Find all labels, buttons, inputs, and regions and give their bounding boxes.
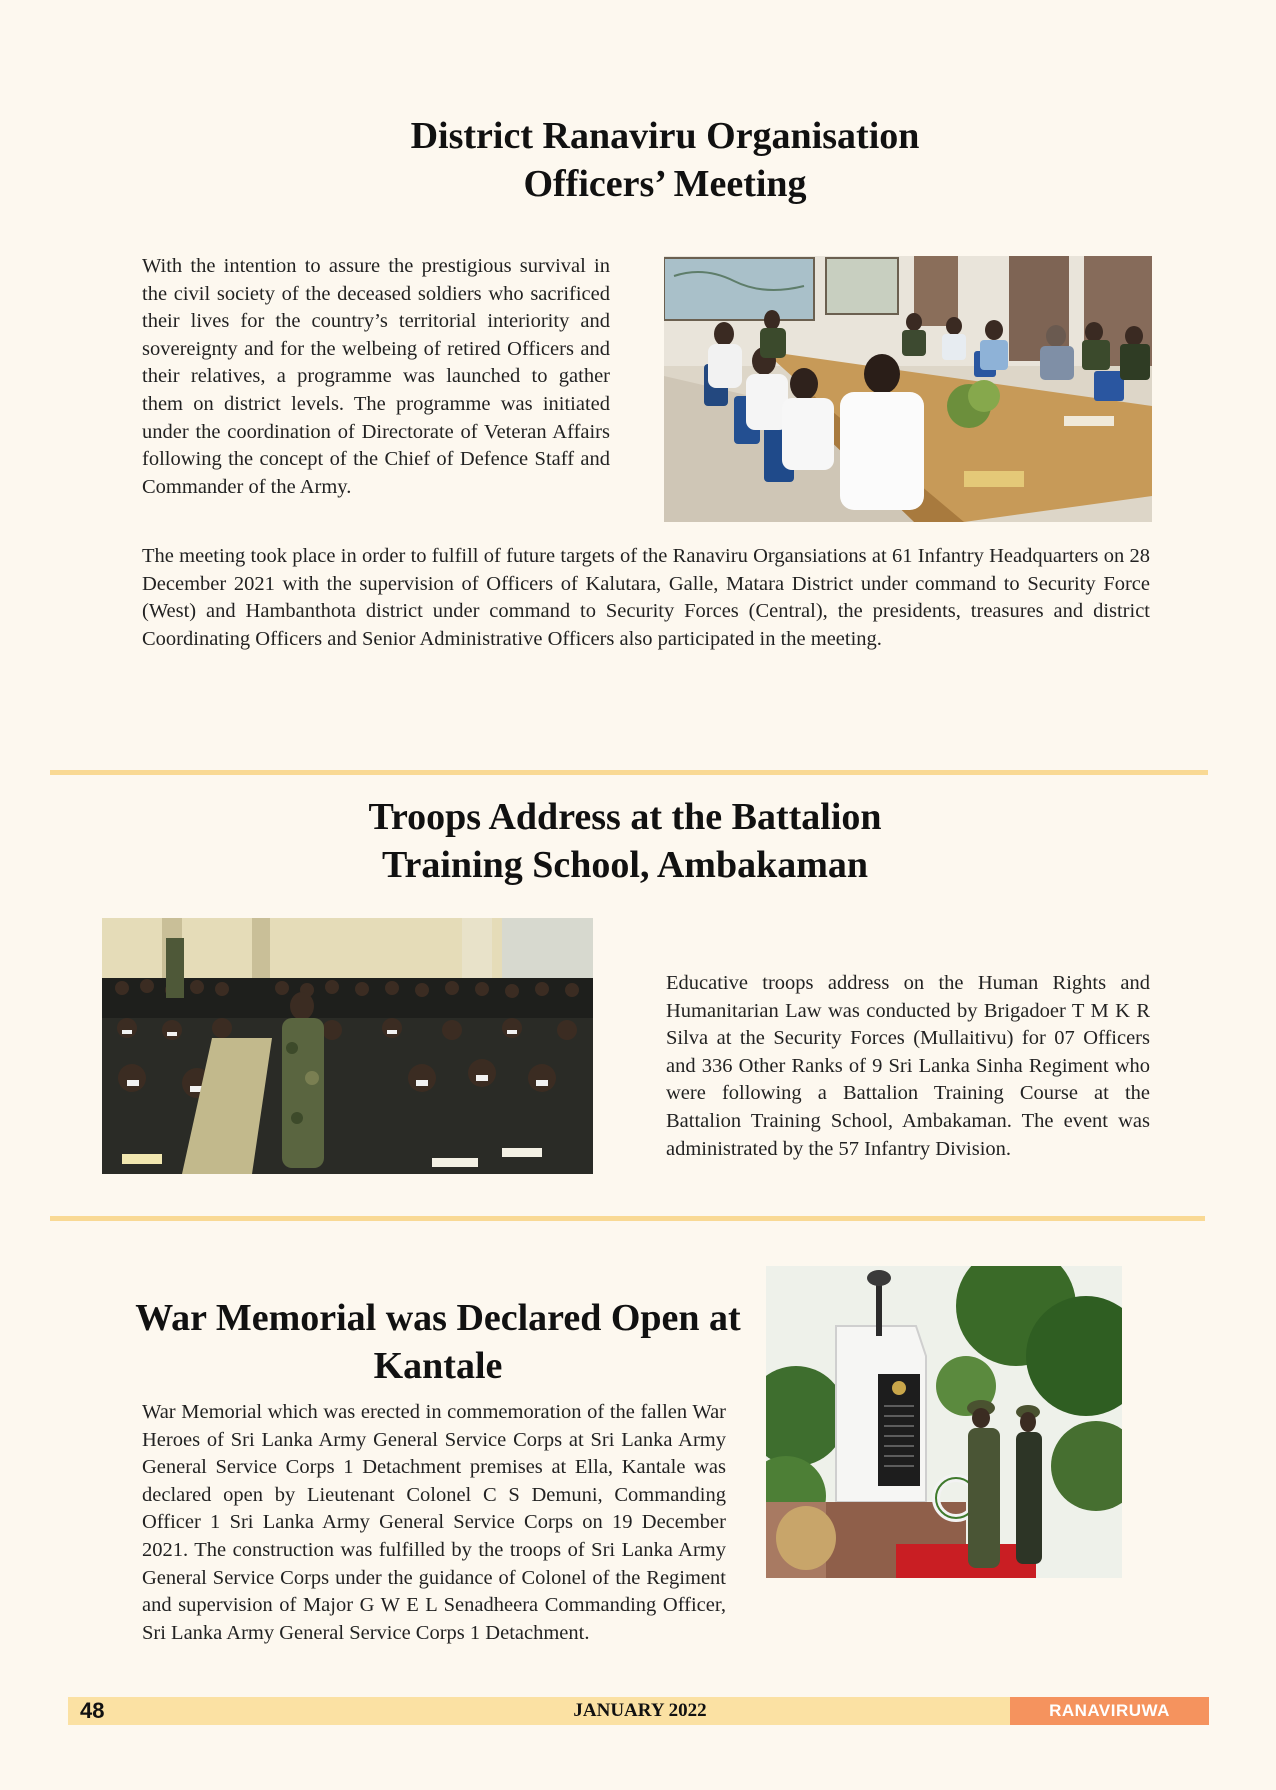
section-divider-1 bbox=[50, 770, 1208, 775]
magazine-name: RANAVIRUWA bbox=[1049, 1701, 1170, 1720]
article3-title-line1: War Memorial was Declared Open at bbox=[135, 1297, 741, 1339]
article1-title bbox=[340, 112, 990, 208]
article1-title-line2: Officers’ Meeting bbox=[523, 163, 807, 205]
article3-para1: War Memorial which was erected in commemoration of the fallen War Heroes of Sri Lanka Army General Service Corps at Sri Lanka Army General Service Corps 1 Detachment premises at Ella, Kantale was declared open by Lieutenant Colonel C S Demuni, Commanding Officer 1 Sri Lanka Army General Service Corps on 19 December 2021. The construction was fulfilled by the troops of Sri Lanka Army General Service Corps under the guidance of Colonel of the Regiment and supervision of Major G W E L Senadheera Commanding Officer, Sri Lanka Army General Service Corps 1 Detachment. bbox=[142, 1401, 726, 1644]
article2-title bbox=[300, 793, 950, 889]
section-divider-2 bbox=[50, 1216, 1205, 1221]
article3-title-line2: Kantale bbox=[373, 1345, 503, 1387]
article2-title-line2: Training School, Ambakaman bbox=[381, 844, 869, 886]
article1-para1: With the intention to assure the prestigious survival in the civil society of the deceased soldiers who sacrificed their lives for the country’s territorial interiority and sovereignty and for the welbeing of retired Officers and their relatives, a programme was launched to gather them on district levels. The programme was initiated under the coordination of Directorate of Veteran Affairs following the concept of the Chief of Defence Staff and Commander of the Army. bbox=[142, 255, 610, 498]
article1-para2: The meeting took place in order to fulfill of future targets of the Ranaviru Organsiations at 61 Infantry Headquarters on 28 December 2021 with the supervision of Officers of Kalutara, Galle, Matara District under command to Security Force (West) and Hambanthota district under command to Security Forces (Central), the presidents, treasures and district Coordinating Officers and Senior Administrative Officers also participated in the meeting. bbox=[142, 545, 1150, 650]
troops-address-photo bbox=[102, 918, 593, 1174]
article2-para1: Educative troops address on the Human Rights and Humanitarian Law was conducted by Brigadoer T M K R Silva at the Security Forces (Mullaitivu) for 07 Officers and 336 Other Ranks of 9 Sri Lanka Sinha Regiment who were following a Battalion Training Course at the Battalion Training School, Ambakaman. The event was administrated by the 57 Infantry Division. bbox=[666, 972, 1150, 1160]
article2-title-line1: Troops Address at the Battalion bbox=[368, 796, 882, 838]
article1-title-line1: District Ranaviru Organisation bbox=[410, 115, 920, 157]
page-number: 48 bbox=[80, 1698, 105, 1723]
meeting-photo bbox=[664, 256, 1152, 522]
war-memorial-photo bbox=[766, 1266, 1122, 1578]
issue-date: JANUARY 2022 bbox=[573, 1700, 707, 1721]
article3-title bbox=[112, 1294, 764, 1390]
